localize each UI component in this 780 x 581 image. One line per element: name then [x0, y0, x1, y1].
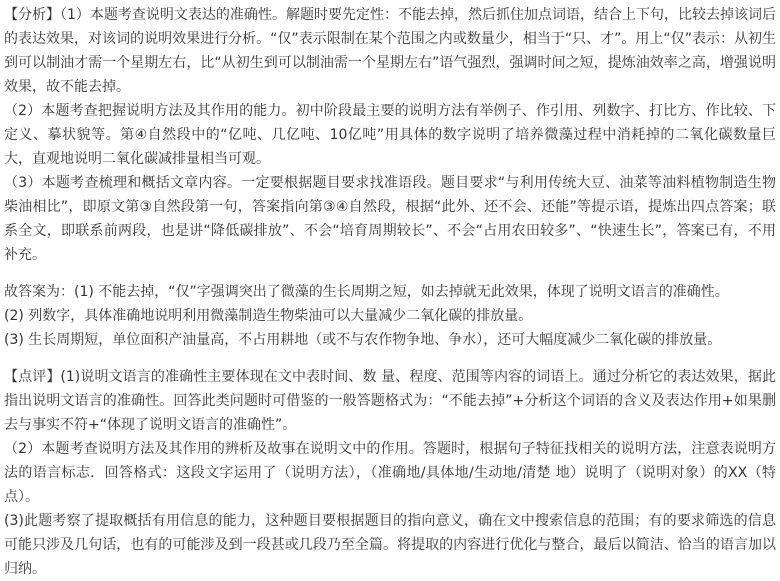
answer-paragraph-2: (2) 列数字，具体准确地说明利用微藻制造生物柴油可以大量减少二氧化碳的排放量。	[4, 308, 533, 324]
analysis-paragraph-2: （2）本题考查把握说明方法及其作用的能力。初中阶段最主要的说明方法有举例子、作引用、列数字、打比方、作比较、下定义、摹状貌等。第④自然段中的“亿吨、几亿吨、10亿吨”用具体的数字说明了培养微藻过程中消耗掉的二氧化碳数量巨大，直观地说明二氧化碳减排量相当可观。	[4, 103, 776, 167]
comment-section	[4, 365, 776, 581]
answer-paragraph-1: 故答案为：(1) 不能去掉，“仅”字强调突出了微藻的生长周期之短，如去掉就无此效果，体现了说明文语言的准确性。	[4, 284, 729, 300]
section-gap	[4, 267, 776, 280]
analysis-paragraph-3: （3）本题考查梳理和概括文章内容。一定要根据题目要求找准语段。题目要求“与利用传统大豆、油菜等油料植物制造生物柴油相比”，即原文第③自然段第一句，答案指向第③④自然段，根据“此外、还不会、还能”等提示语，提炼出四点答案；联系全文，即联系前两段，也是讲“降低碳排放”、不会“培育周期较长”、不会“占用农田较多”、“快速生长”，答案已有，不用补充。	[4, 175, 776, 263]
comment-paragraph-1: 【点评】(1)说明文语言的准确性主要体现在文中表时间、数 量、程度、范围等内容的词语上。通过分析它的表达效果，据此指出说明文语言的准确性。回答此类问题时可借鉴的一般答题格式为：“不能去掉”+分析这个词语的含义及表达作用+如果删去与事实不符+“体现了说明文语言的准确性”。	[4, 369, 776, 433]
answer-paragraph-3: (3) 生长周期短，单位面积产油量高，不占用耕地（或不与农作物争地、争水），还可大幅度减少二氧化碳的排放量。	[4, 332, 722, 348]
analysis-paragraph-1: 【分析】（1）本题考查说明文表达的准确性。解题时要先定性：不能去掉，然后抓住加点词语，结合上下句，比较去掉该词后的表达效果，对该词的说明效果进行分析。“仅”表示限制在某个范围之内或数量少，相当于“只、才”。用上“仅”表示：从初生到可以制油才需一个星期左右，比“从初生到可以制油需一个星期左右”语气强烈，强调时间之短，提炼油效率之高，增强说明效果，故不能去掉。	[4, 7, 776, 95]
section-gap	[4, 352, 776, 365]
comment-paragraph-2: （2）本题考查说明方法及其作用的辨析及故事在说明文中的作用。答题时，根据句子特征找相关的说明方法，注意表说明方法的语言标志．回答格式：这段文字运用了（说明方法），（准确地/具体地/生动地/清楚 地）说明了（说明对象）的XX（特点）。	[4, 441, 776, 505]
answer-section	[4, 280, 776, 352]
analysis-section	[4, 3, 776, 267]
comment-paragraph-3: (3)此题考察了提取概括有用信息的能力，这种题目要根据题目的指向意义，确在文中搜索信息的范围；有的要求筛选的信息可能只涉及几句话，也有的可能涉及到一段甚或几段乃至全篇。将提取的内容进行优化与整合，最后以简洁、恰当的语言加以归纳。	[4, 513, 776, 577]
